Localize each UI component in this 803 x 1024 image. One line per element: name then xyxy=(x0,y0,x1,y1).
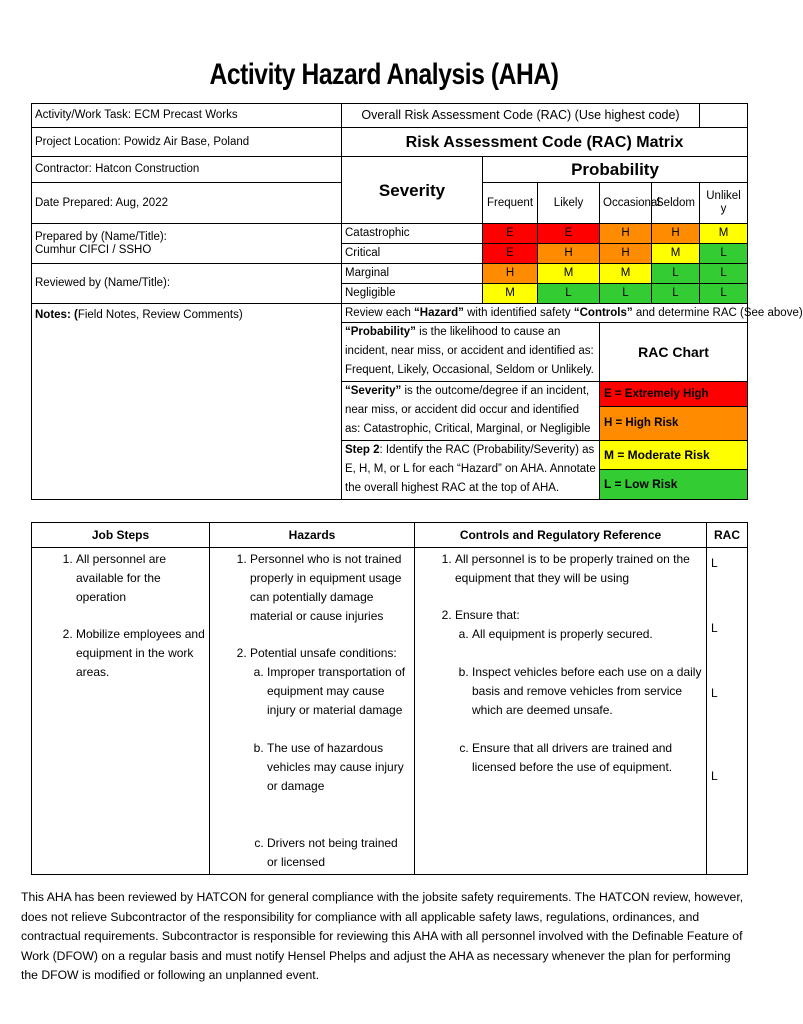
legend-extreme: E = Extremely High xyxy=(600,382,748,407)
controls-list xyxy=(419,550,702,777)
list-item: 1. All personnel are available for the operation xyxy=(76,550,205,607)
job-steps-list xyxy=(36,550,205,682)
control-item2-label: Ensure that: xyxy=(455,608,520,622)
rac-cell: L xyxy=(652,264,700,284)
aha-header-table xyxy=(31,103,803,500)
severity-catastrophic: Catastrophic xyxy=(342,224,483,244)
step2-term: Step 2 xyxy=(345,444,380,456)
hazards-list xyxy=(214,550,410,872)
controls-cell xyxy=(415,548,707,875)
rac-value: L xyxy=(711,686,718,700)
prob-frequent: Frequent xyxy=(483,183,538,224)
prepared-by-value: Cumhur CIFCI / SSHO xyxy=(35,243,152,256)
reviewed-by: Reviewed by (Name/Title): xyxy=(32,264,342,304)
overall-rac-label: Overall Risk Assessment Code (RAC) (Use highest code) xyxy=(342,104,700,128)
severity-critical: Critical xyxy=(342,244,483,264)
rac-value: L xyxy=(711,556,718,570)
project-location: Project Location: Powidz Air Base, Poland xyxy=(32,128,342,157)
severity-def-term: “Severity” xyxy=(345,385,402,397)
list-item: 1. All personnel is to be properly trained on the equipment that they will be using xyxy=(455,550,702,588)
list-item xyxy=(250,644,410,872)
step2-instruction xyxy=(342,441,600,500)
severity-marginal: Marginal xyxy=(342,264,483,284)
legend-low: L = Low Risk xyxy=(600,470,747,499)
severity-negligible: Negligible xyxy=(342,284,483,304)
col-rac: RAC xyxy=(707,523,748,548)
rac-cell: L xyxy=(700,264,748,284)
rac-cell: M xyxy=(700,224,748,244)
col-controls: Controls and Regulatory Reference xyxy=(415,523,707,548)
list-item: b. The use of hazardous vehicles may cause injury or damage xyxy=(267,739,410,796)
rac-cell: E xyxy=(483,244,538,264)
review-post: and determine RAC (See above) xyxy=(632,306,803,319)
controls-sublist xyxy=(455,625,702,777)
probability-def-term: “Probability” xyxy=(345,326,416,338)
rac-cell: H xyxy=(600,244,652,264)
legend-moderate: M = Moderate Risk xyxy=(600,441,747,470)
job-steps-table xyxy=(31,522,748,875)
review-instruction xyxy=(342,304,803,323)
date-prepared: Date Prepared: Aug, 2022 xyxy=(32,183,342,224)
notes-label: Notes: ( xyxy=(35,309,78,321)
severity-heading: Severity xyxy=(342,157,483,224)
rac-cell: E xyxy=(538,224,600,244)
legend-high: H = High Risk xyxy=(600,407,748,441)
hazards-cell xyxy=(210,548,415,875)
rac-cell: L xyxy=(600,284,652,304)
review-controls: “Controls” xyxy=(573,306,633,319)
job-steps-cell xyxy=(32,548,210,875)
list-item: a. All equipment is properly secured. xyxy=(472,625,702,644)
list-item xyxy=(455,606,702,777)
rac-value: L xyxy=(711,621,718,635)
hazard-item2-label: Potential unsafe conditions: xyxy=(250,646,397,660)
prob-occasional: Occasional xyxy=(600,183,652,224)
rac-values-cell xyxy=(707,548,748,875)
rac-cell: H xyxy=(483,264,538,284)
probability-heading: Probability xyxy=(483,157,748,183)
prepared-by xyxy=(32,224,342,264)
review-disclaimer: This AHA has been reviewed by HATCON for general compliance with the jobsite safety requirements. The HATCON review, however, does not relieve Subcontractor of the responsibility for compliance with all applicable safety laws, regulations, ordinances, and contractual requirements. Subcontractor is responsible for reviewing this AHA with all personnel involved with the Definable Feature of Work (DFOW) on a regular basis and must notify Hensel Phelps and adjust the AHA as necessary whenever the plan for performing the DFOW is modified or following an unplanned event. xyxy=(21,890,744,982)
matrix-title: Risk Assessment Code (RAC) Matrix xyxy=(342,128,748,157)
review-hazard: “Hazard” xyxy=(414,306,464,319)
review-pre: Review each xyxy=(345,306,415,319)
rac-cell: L xyxy=(700,244,748,264)
col-hazards: Hazards xyxy=(210,523,415,548)
step2-text: : Identify the RAC (Probability/Severity) as E, H, M, or L for each “Hazard” on AHA. Annotate the overall highest RAC at the top of AHA. xyxy=(345,444,596,494)
rac-value: L xyxy=(711,769,718,783)
rac-cell: L xyxy=(700,284,748,304)
severity-def-text: is the outcome/degree if an incident, near miss, or accident did occur and identified as: Catastrophic, Critical, Marginal, or Negligible xyxy=(345,385,591,435)
overall-rac-value[interactable] xyxy=(700,104,748,128)
rac-cell: L xyxy=(538,284,600,304)
probability-def-text: is the likelihood to cause an incident, near miss, or accident and identified as: Frequent, Likely, Occasional, Seldom or Unlikely. xyxy=(345,326,594,376)
rac-cell: M xyxy=(652,244,700,264)
notes xyxy=(32,304,342,500)
prob-unlikely: Unlikely xyxy=(700,183,748,224)
review-mid: with identified safety xyxy=(463,306,574,319)
rac-cell: M xyxy=(483,284,538,304)
col-job-steps: Job Steps xyxy=(32,523,210,548)
rac-cell: H xyxy=(652,224,700,244)
rac-cell: H xyxy=(538,244,600,264)
activity-task: Activity/Work Task: ECM Precast Works xyxy=(32,104,342,128)
rac-chart-label: RAC Chart xyxy=(600,323,748,382)
rac-cell: M xyxy=(600,264,652,284)
prob-likely: Likely xyxy=(538,183,600,224)
rac-cell: M xyxy=(538,264,600,284)
rac-cell: H xyxy=(600,224,652,244)
list-item: b. Inspect vehicles before each use on a daily basis and remove vehicles from service which are deemed unsafe. xyxy=(472,663,702,720)
notes-text: Field Notes, Review Comments) xyxy=(77,309,243,321)
hazards-sublist xyxy=(250,663,410,872)
list-item: c. Drivers not being trained or licensed xyxy=(267,834,410,872)
page-title: Activity Hazard Analysis (AHA) xyxy=(209,58,559,91)
rac-cell: L xyxy=(652,284,700,304)
prob-seldom: Seldom xyxy=(652,183,700,224)
probability-definition xyxy=(342,323,600,382)
severity-definition xyxy=(342,382,600,441)
list-item: a. Improper transportation of equipment may cause injury or material damage xyxy=(267,663,410,720)
contractor: Contractor: Hatcon Construction xyxy=(32,157,342,183)
prepared-by-label: Prepared by (Name/Title): xyxy=(35,230,167,243)
list-item: c. Ensure that all drivers are trained and licensed before the use of equipment. xyxy=(472,739,702,777)
list-item: 1. Personnel who is not trained properly in equipment usage can potentially damage material or cause injuries xyxy=(250,550,410,626)
rac-cell: E xyxy=(483,224,538,244)
list-item: 2. Mobilize employees and equipment in the work areas. xyxy=(76,625,205,682)
legend-stack xyxy=(600,441,748,500)
